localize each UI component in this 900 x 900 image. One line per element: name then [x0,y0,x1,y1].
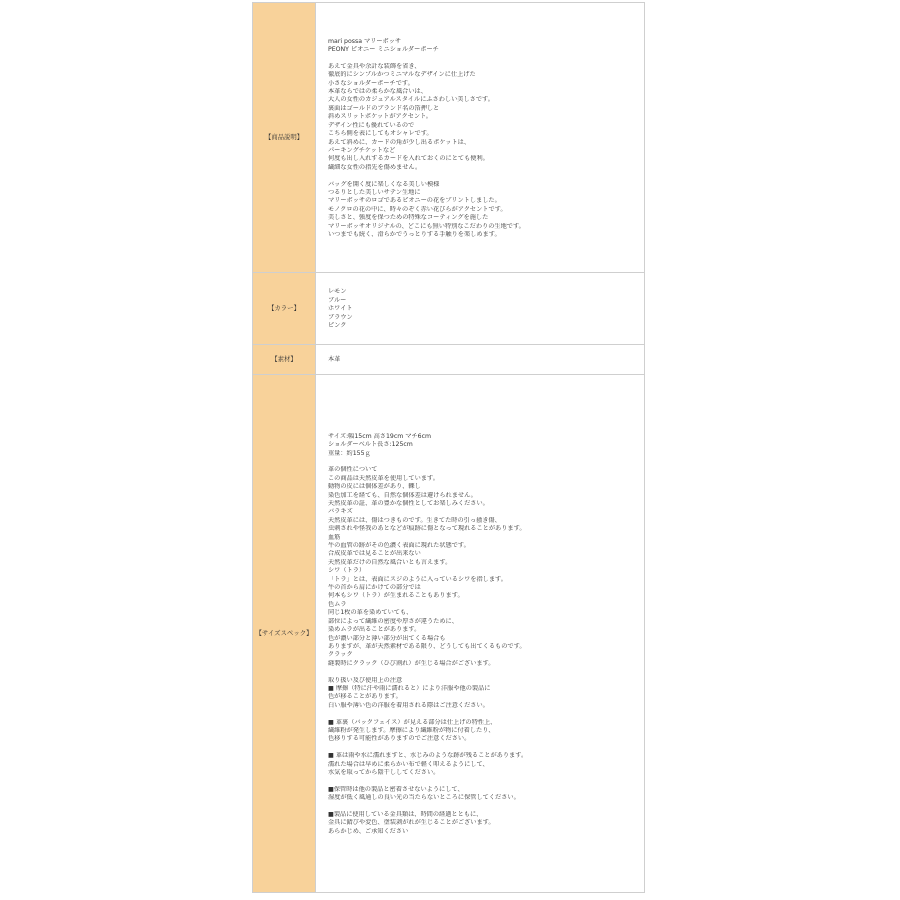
text-line: 何度も出し入れするカードを入れておくのにとても便利。 [328,155,489,163]
text-line: ブラウン [328,313,353,321]
text-line: あえて金具や余計な装飾を省き、 [328,62,421,70]
text-line: 繊維粉が発生します。摩擦により繊維粉が物に付着したり、 [328,726,495,734]
text-line: ■ 摩擦（特に汗や雨に濡れると）により洋服や他の製品に [328,684,491,692]
text-line: 重量：約155ｇ [328,449,371,457]
paragraph-gap [328,458,634,466]
text-line: 取り扱い及び使用上の注意 [328,676,403,684]
text-line: 斜めスリットポケットがアクセント。 [328,113,432,121]
text-line: 「トラ」とは、表面にスジのように入っているシワを指します。 [328,575,507,583]
text-line: ピンク [328,322,347,330]
size-spec-label: 【サイズスペック】 [253,375,316,893]
text-line: 本革ならではの柔らかな風合いは、 [328,88,427,96]
text-line: あらかじめ、ご承知ください [328,827,409,835]
paragraph-gap [328,172,634,180]
text-line: ホワイト [328,305,353,313]
text-line: パーキングチケットなど [328,146,396,154]
text-line: 天然皮革には、傷はつきものです。生きてた時の引っ掻き傷、 [328,516,501,524]
text-line: この商品は天然皮革を使用しています。 [328,474,439,482]
text-line: 裏面はゴールドのブランド名の箔押しと [328,104,440,112]
text-line: 革の個性について [328,466,378,474]
text-line: 虫刺されや怪我のあとなどが痕跡に傷となって現れることがあります。 [328,525,526,533]
text-line: サイズ:幅15cm 高さ19cm マチ6cm [328,432,431,440]
text-line: 徹底的にシンプルかつミニマルなデザインに仕上げた [328,71,476,79]
text-line: レモン [328,288,347,296]
text-line: 繊細な女性の指先を傷めません。 [328,163,422,171]
text-line: モノクロの花の中に、時々のぞく赤い花びらがアクセントです。 [328,205,507,213]
text-line: 血筋 [328,533,341,541]
text-line: 水気を取ってから陰干ししてください。 [328,769,440,776]
text-line: 濡れた場合は早めに柔らかい布で軽く叩えるようにして、 [328,760,489,768]
text-line: 縫製時にクラック（ひび割れ）が生じる場合がございます。 [328,659,495,667]
text-line: 牛の血管の跡がその色濃く表面に現れた状態です。 [328,542,470,550]
text-line: ショルダーベルト長さ:125cm [328,441,413,449]
text-line: ■ 革は雨や水に濡れますと、水じみのような跡が残ることがあります。 [328,752,528,760]
text-line: ■製品に使用している金具類は、時間の経過とともに、 [328,811,483,819]
text-line: マリーポッサのロゴであるピオニーの花をプリントしました。 [328,197,501,205]
text-line: デザイン性にも優れているので [328,121,415,129]
text-line: 動物の皮には個体差があり、轢し [328,483,421,491]
text-line: 染めムラが出ることがあります。 [328,626,421,634]
size-spec-row [253,375,645,893]
text-line: ■保管時は他の製品と密着させないようにして、 [328,785,464,793]
text-line: 同じ1枚の革を染めていても、 [328,609,413,617]
text-line: 天然皮革の証、革の豊かな個性としてお楽しみください。 [328,500,489,507]
text-line: マリーポッサオリジナルの、どこにも無い特別なこだわりの生地です。 [328,222,525,230]
text-line: 大人の女性のカジュアルスタイルにふさわしい美しさです。 [328,96,494,104]
material-value: 本革 [316,345,645,375]
text-line: 金具に錆びや変色、塗装剥がれが生じることがございます。 [328,819,495,827]
text-line: 色移りする可能性がありますのでご注意ください。 [328,735,471,743]
description-label: 【商品説明】 [253,3,316,273]
paragraph-gap [328,668,634,676]
text-line: 部位によって繊維の密度や厚さが違うために、 [328,617,458,625]
text-line: 合成皮革では見ることが出来ない [328,550,421,558]
text-line: シワ（トラ） [328,567,366,575]
paragraph-gap [328,803,634,811]
text-line: 白い服や薄い色の洋服を着用される際はご注意ください。 [328,701,489,709]
material-label: 【素材】 [253,345,316,375]
text-line: 何本もシワ（トラ）が生まれることもあります。 [328,592,464,600]
text-line: mari possa マリーポッサ [328,37,402,45]
text-line: いつまでも続く、滑らかでうっとりする手触りを楽しめます。 [328,230,501,238]
description-text [316,3,645,273]
text-line: こちら側を表にしてもオシャレです。 [328,130,433,138]
color-row [253,273,645,345]
paragraph-gap [328,777,634,785]
paragraph-gap [328,710,634,718]
material-row [253,345,645,375]
text-line: 染色加工を経ても、自然な個体差は避けられません。 [328,491,477,499]
text-line: つるりとした美しいサテン生地に [328,188,421,196]
text-line: 色が移ることがあります。 [328,693,402,701]
text-line: 色が濃い部分と薄い部分が出てくる場合も [328,634,446,642]
size-spec-text [316,375,645,893]
text-line: 牛の首から肩にかけての部分では [328,584,421,592]
text-line: 色ムラ [328,600,347,608]
text-line: ■ 革裏（バックフェイス）が見える部分は仕上げの特性上、 [328,718,497,726]
text-line: バラキズ [328,508,353,516]
text-line: 美しさと、強度を保つための特殊なコーティングを施した [328,214,489,222]
text-line: バッグを開く度に楽しくなる美しい模様 [328,180,440,188]
text-line: PEONY ピオニー ミニショルダーポーチ [328,46,439,54]
description-row [253,3,645,273]
text-line: 湿度が低く風通しの良い光の当たらないところに保管してください。 [328,794,520,802]
color-list [316,273,645,345]
paragraph-gap [328,744,634,752]
text-line: ブルー [328,296,347,304]
text-line: ありますが、革が天然素材である限り、どうしても出てくるものです。 [328,642,526,650]
text-line: 天然皮革だけの自然な風合いとも言えます。 [328,558,452,566]
text-line: クラック [328,651,353,659]
paragraph-gap [328,54,634,62]
product-spec-table [252,2,645,893]
text-line: あえて斜めに、カードの角が少し出るポケットは、 [328,138,471,146]
color-label: 【カラー】 [253,273,316,345]
text-line: 小さなショルダーポーチです。 [328,79,414,87]
